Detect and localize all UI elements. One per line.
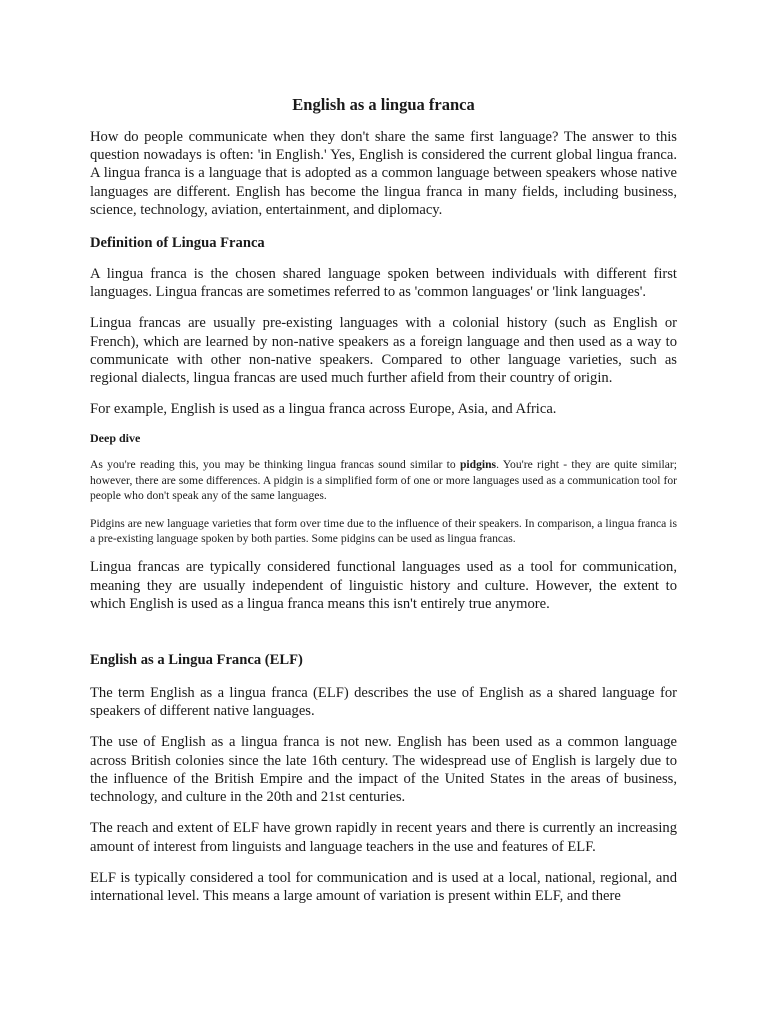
elf-paragraph-1: The term English as a lingua franca (ELF) describes the use of English as a shared language for speakers of different native languages. [90, 685, 677, 720]
elf-paragraph-4: ELF is typically considered a tool for communication and is used at a local, national, regional, and international level. This means a large amount of variation is present within ELF, and there [90, 869, 677, 904]
definition-paragraph-2: Lingua francas are usually pre-existing languages with a colonial history (such as English or French), which are learned by non-native speakers as a foreign language and then used as a way to communicate with other non-native speakers. Compared to other language varieties, such as regional dialects, lingua francas are used much further afield from their country of origin. [90, 315, 677, 387]
deep-dive-paragraph-2: Pidgins are new language varieties that form over time due to the influence of their speakers. In comparison, a lingua franca is a pre-existing language spoken by both parties. Some pidgins can be used as lingua francas. [90, 516, 677, 546]
document-page [90, 95, 677, 905]
deep-dive-heading: Deep dive [90, 431, 141, 446]
intro-paragraph: How do people communicate when they don't share the same first language? The answer to this question nowadays is often: 'in English.' Yes, English is considered the current global lingua franca. A lingua franca is a language that is adopted as a common language between speakers whose native languages are different. English has become the lingua franca in many fields, including business, science, technology, aviation, entertainment, and diplomacy. [90, 129, 677, 218]
definition-paragraph-3: For example, English is used as a lingua franca across Europe, Asia, and Africa. [90, 401, 557, 418]
document-title: English as a lingua franca [292, 95, 475, 114]
section-heading-definition: Definition of Lingua Franca [90, 235, 265, 252]
pidgins-term: pidgins [459, 458, 497, 472]
section-heading-elf: English as a Lingua Franca (ELF) [90, 652, 303, 669]
deep-dive-text-before: As you're reading this, you may be thinking lingua francas sound similar to [90, 458, 460, 472]
deep-dive-paragraph-1 [90, 457, 677, 503]
deep-dive-text-after: . You're right - they are quite similar; however, there are some differences. A pidgin is a simplified form of one or more languages used as a communication tool for people who don't speak any of the same languages. [90, 458, 677, 503]
definition-paragraph-1: A lingua franca is the chosen shared language spoken between individuals with different first languages. Lingua francas are sometimes referred to as 'common languages' or 'link languages'. [90, 266, 677, 301]
elf-paragraph-2: The use of English as a lingua franca is not new. English has been used as a common language across British colonies since the late 16th century. The widespread use of English is largely due to the influence of the British Empire and the impact of the United States in the areas of business, technology, and culture in the 20th and 21st centuries. [90, 734, 677, 806]
functional-languages-paragraph: Lingua francas are typically considered functional languages used as a tool for communication, meaning they are usually independent of linguistic history and culture. However, the extent to which English is used as a lingua franca means this isn't entirely true anymore. [90, 559, 677, 612]
elf-paragraph-3: The reach and extent of ELF have grown rapidly in recent years and there is currently an increasing amount of interest from linguists and language teachers in the use and features of ELF. [90, 820, 677, 855]
